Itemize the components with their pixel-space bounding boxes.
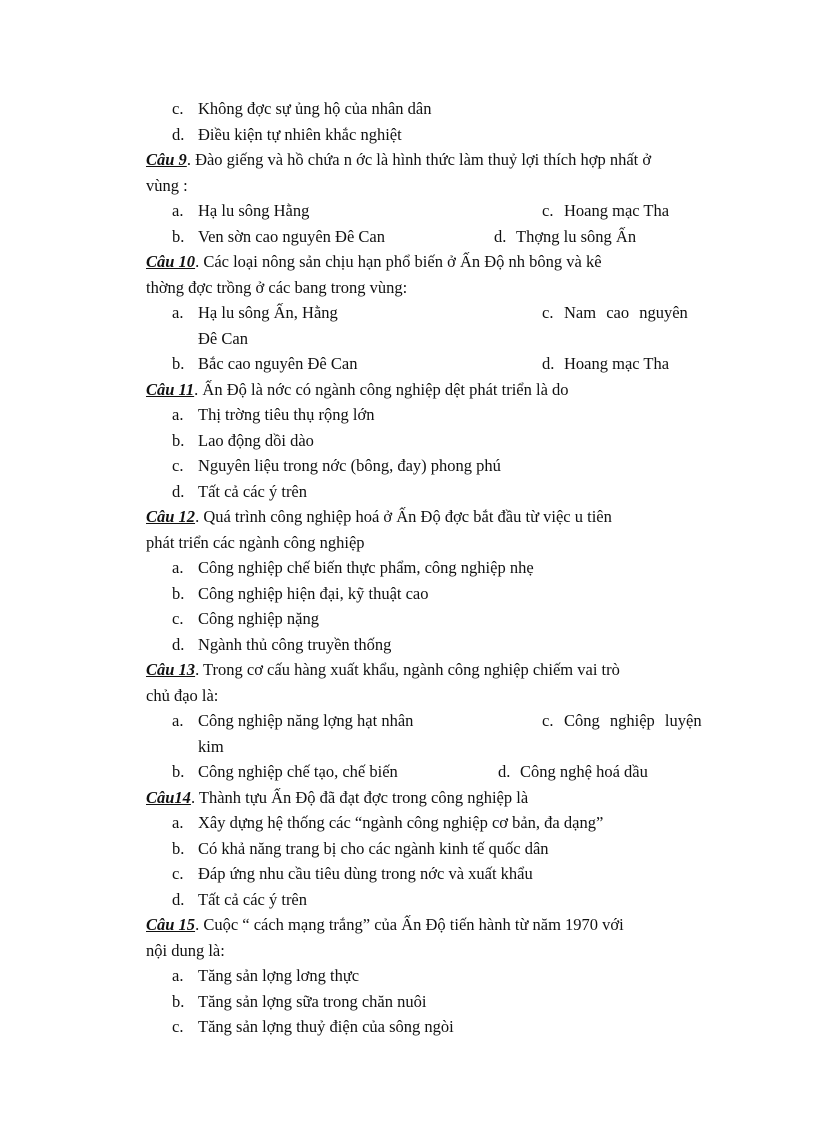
question-continuation: chủ đạo là:	[146, 685, 219, 705]
option-text-continued	[0, 734, 816, 760]
question-label: Câu 15	[146, 915, 196, 934]
answer-option	[0, 963, 816, 989]
option-text: Công nghiệp luyện	[564, 711, 702, 730]
option-text: Đáp ứng nhu cầu tiêu dùng trong nớc và xuất khẩu	[198, 864, 533, 883]
question-text: . Các loại nông sản chịu hạn phổ biến ở Ấn Độ nh bông và kê	[195, 252, 602, 271]
option-letter: d.	[172, 124, 185, 144]
option-letter: b.	[172, 583, 185, 603]
answer-option-col2	[542, 351, 669, 377]
option-text: Thợng lu sông Ấn	[516, 226, 637, 246]
question-15	[0, 912, 816, 938]
option-letter: a.	[172, 966, 184, 985]
answer-option	[0, 632, 816, 658]
answer-option	[0, 428, 816, 454]
answer-row	[0, 224, 816, 250]
question-13	[0, 657, 816, 683]
question-text: . Trong cơ cấu hàng xuất khẩu, ngành công nghiệp chiếm vai trò	[195, 660, 620, 679]
option-text: Ven sờn cao nguyên Đê Can	[198, 226, 385, 246]
answer-option	[0, 836, 816, 862]
answer-option-col2	[542, 198, 669, 224]
option-letter: b.	[172, 226, 185, 246]
answer-option	[0, 1014, 816, 1040]
document-page	[0, 96, 816, 1040]
question-12	[0, 504, 816, 530]
option-letter: c.	[172, 1017, 184, 1036]
option-letter: d.	[494, 226, 507, 246]
option-letter: c.	[542, 201, 554, 220]
option-letter: c.	[172, 609, 184, 628]
option-letter: c.	[542, 303, 554, 322]
option-letter: a.	[172, 405, 184, 424]
answer-option	[0, 122, 816, 148]
option-letter: c.	[542, 711, 554, 730]
question-text-continued	[0, 275, 816, 301]
option-text-continued	[0, 326, 816, 352]
answer-option	[0, 402, 816, 428]
option-text: Không đợc sự ủng hộ của nhân dân	[198, 99, 432, 118]
answer-row	[0, 708, 816, 734]
question-text-continued	[0, 938, 816, 964]
answer-option-col2	[542, 708, 702, 734]
option-text: Công nghiệp chế tạo, chế biến	[198, 762, 398, 781]
question-label: Câu 10	[146, 252, 196, 271]
question-9	[0, 147, 816, 173]
answer-option	[0, 555, 816, 581]
option-text: Bắc cao nguyên Đê Can	[198, 354, 358, 373]
option-text: Công nghệ hoá dầu	[520, 762, 648, 781]
option-letter: a.	[172, 711, 184, 730]
option-text: Tất cả các ý trên	[198, 481, 308, 501]
question-11	[0, 377, 816, 403]
answer-option-col2	[498, 759, 648, 785]
option-text: Hoang mạc Tha	[564, 354, 670, 373]
question-label: Câu 13	[146, 660, 196, 679]
option-letter: a.	[172, 558, 184, 577]
question-14	[0, 785, 816, 811]
option-letter: c.	[172, 864, 184, 883]
option-text: Thị trờng tiêu thụ rộng lớn	[198, 405, 375, 424]
option-letter: d.	[172, 481, 185, 501]
option-text: Xây dựng hệ thống các “ngành công nghiệp cơ bản, đa dạng”	[198, 813, 604, 832]
question-text-continued	[0, 530, 816, 556]
option-letter: c.	[172, 456, 184, 475]
answer-row	[0, 300, 816, 326]
question-continuation: thờng đợc trồng ở các bang trong vùng:	[146, 277, 408, 297]
option-continuation: Đê Can	[198, 328, 248, 348]
question-text: . Ấn Độ là nớc có ngành công nghiệp dệt phát triển là do	[194, 379, 569, 399]
question-text-continued	[0, 173, 816, 199]
option-letter: a.	[172, 813, 184, 832]
option-text: Nguyên liệu trong nớc (bông, đay) phong phú	[198, 456, 501, 475]
answer-option	[0, 606, 816, 632]
question-text: . Đào giếng và hồ chứa n ớc là hình thức làm thuỷ lợi thích hợp nhất ở	[186, 150, 652, 169]
answer-row	[0, 198, 816, 224]
option-text: Tất cả các ý trên	[198, 889, 308, 909]
question-text-continued	[0, 683, 816, 709]
option-text: Hoang mạc Tha	[564, 201, 670, 220]
option-letter: d.	[542, 354, 555, 373]
option-continuation: kim	[198, 736, 224, 756]
option-text: Công nghiệp hiện đại, kỹ thuật cao	[198, 583, 429, 603]
option-text: Công nghiệp năng lợng hạt nhân	[198, 711, 414, 730]
option-letter: a.	[172, 201, 184, 220]
question-text: . Thành tựu Ấn Độ đã đạt đợc trong công nghiệp là	[190, 787, 529, 807]
question-label: Câu 11	[146, 379, 195, 399]
option-text: Điều kiện tự nhiên khắc nghiệt	[198, 124, 402, 144]
answer-option	[0, 581, 816, 607]
question-label: Câu14	[146, 787, 191, 807]
question-continuation: phát triển các ngành công nghiệp	[146, 532, 365, 552]
option-text: Tăng sản lợng sữa trong chăn nuôi	[198, 991, 427, 1011]
answer-option-col2	[542, 300, 688, 326]
option-text: Tăng sản lợng lơng thực	[198, 966, 360, 985]
question-10	[0, 249, 816, 275]
answer-row	[0, 351, 816, 377]
answer-option	[0, 989, 816, 1015]
option-letter: d.	[172, 889, 185, 909]
option-letter: a.	[172, 303, 184, 322]
question-text: . Quá trình công nghiệp hoá ở Ấn Độ đợc bắt đầu từ việc u tiên	[195, 507, 612, 526]
option-text: Nam cao nguyên	[564, 303, 688, 322]
answer-option	[0, 887, 816, 913]
answer-option	[0, 861, 816, 887]
option-text: Công nghiệp nặng	[198, 609, 319, 628]
question-text: . Cuộc “ cách mạng trắng” của Ấn Độ tiến hành từ năm 1970 với	[195, 915, 624, 934]
option-letter: c.	[172, 99, 184, 118]
option-text: Tăng sản lợng thuỷ điện của sông ngòi	[198, 1017, 454, 1036]
option-letter: b.	[172, 838, 185, 858]
answer-row	[0, 759, 816, 785]
option-text: Hạ lu sông Hằng	[198, 201, 310, 220]
option-letter: d.	[172, 634, 185, 654]
question-continuation: nội dung là:	[146, 940, 225, 960]
option-text: Lao động dồi dào	[198, 430, 314, 450]
option-letter: b.	[172, 762, 185, 781]
option-letter: b.	[172, 354, 185, 373]
option-letter: b.	[172, 430, 185, 450]
option-text: Có khả năng trang bị cho các ngành kinh tế quốc dân	[198, 838, 549, 858]
answer-option	[0, 479, 816, 505]
answer-option	[0, 453, 816, 479]
answer-option	[0, 810, 816, 836]
question-label: Câu 12	[146, 507, 196, 526]
option-letter: b.	[172, 991, 185, 1011]
option-text: Hạ lu sông Ấn, Hằng	[198, 303, 338, 322]
option-text: Ngành thủ công truyền thống	[198, 634, 392, 654]
question-label: Câu 9	[146, 150, 187, 169]
question-continuation: vùng :	[146, 175, 188, 195]
option-text: Công nghiệp chế biến thực phẩm, công nghiệp nhẹ	[198, 558, 534, 577]
option-letter: d.	[498, 762, 511, 781]
answer-option-col2	[494, 224, 636, 250]
answer-option	[0, 96, 816, 122]
